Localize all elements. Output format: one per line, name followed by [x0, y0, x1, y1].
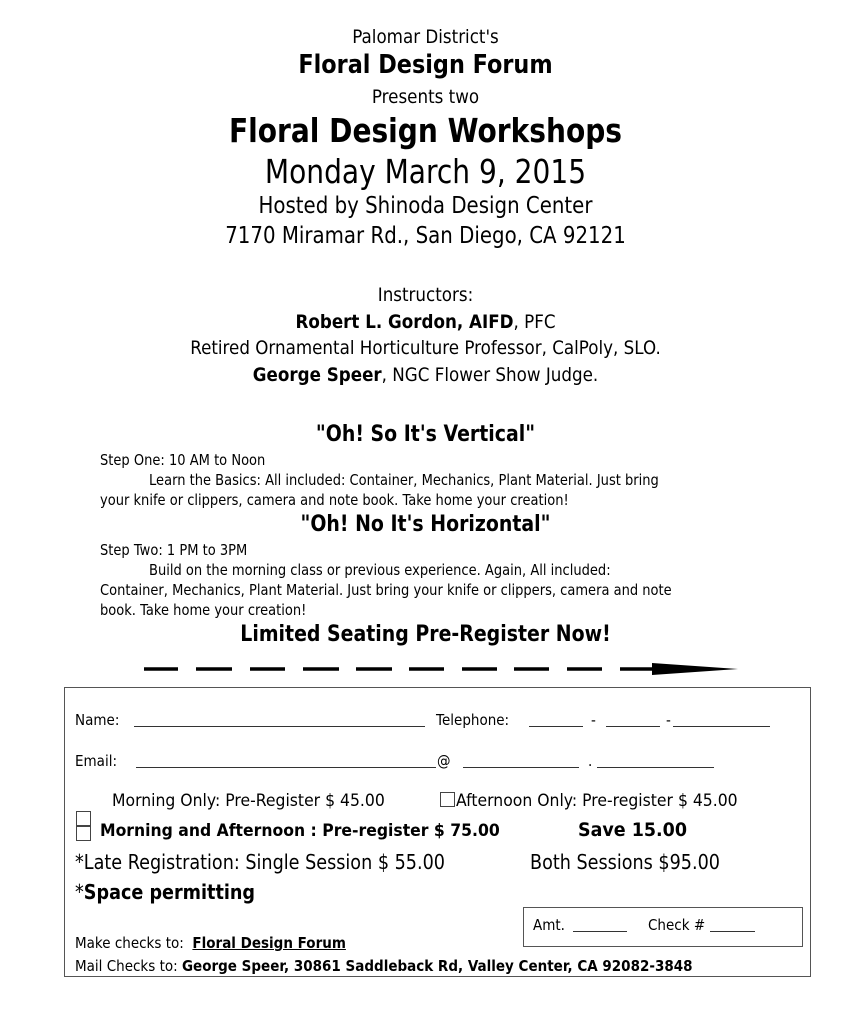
pre-register-cta: Limited Seating Pre-Register Now! — [240, 622, 611, 647]
telephone-separator-2: - — [666, 711, 671, 729]
presents-text: Presents two — [371, 86, 480, 108]
check-number-label: Check # — [648, 916, 706, 934]
instructor-1-suffix: , PFC — [513, 311, 556, 333]
space-asterisk: * — [75, 880, 84, 904]
instructors-label: Instructors: — [377, 284, 474, 306]
workshop-1-desc-line2: your knife or clippers, camera and note book. Take home your creation! — [100, 491, 569, 509]
workshop-1-desc-line1: Learn the Basics: All included: Container, Mechanics, Plant Material. Just bring — [149, 471, 659, 489]
late-registration-single: *Late Registration: Single Session $ 55.00 — [75, 850, 445, 874]
instructor-1-title: Retired Ornamental Horticulture Professor, CalPoly, SLO. — [190, 337, 661, 359]
workshop-2-desc-line3: book. Take home your creation! — [100, 601, 307, 619]
telephone-area-code-field[interactable] — [529, 713, 583, 727]
make-checks-row — [75, 934, 346, 952]
morning-only-checkbox[interactable] — [76, 811, 91, 826]
telephone-prefix-field[interactable] — [606, 713, 660, 727]
dashed-arrow-icon — [144, 660, 738, 678]
instructor-1-name: Robert L. Gordon, AIFD — [295, 311, 514, 333]
instructor-2-suffix: , NGC Flower Show Judge. — [381, 364, 599, 386]
district-name: Palomar District's — [352, 26, 499, 48]
space-permitting-text: Space permitting — [83, 880, 256, 904]
instructor-2 — [51, 364, 800, 386]
both-sessions-option: Morning and Afternoon : Pre-register $ 75.00 — [100, 821, 500, 841]
check-number-field[interactable] — [710, 918, 755, 932]
both-sessions-checkbox[interactable] — [76, 826, 91, 841]
email-user-field[interactable] — [136, 754, 436, 768]
email-domain-field[interactable] — [463, 754, 579, 768]
amount-field[interactable] — [573, 918, 627, 932]
name-field[interactable] — [134, 713, 425, 727]
workshop-2-title: "Oh! No It's Horizontal" — [300, 512, 551, 537]
workshop-1-title: "Oh! So It's Vertical" — [315, 422, 536, 447]
workshop-2-step: Step Two: 1 PM to 3PM — [100, 541, 248, 559]
afternoon-only-checkbox[interactable] — [440, 792, 455, 807]
make-checks-label: Make checks to: — [75, 934, 184, 952]
name-row — [75, 711, 119, 729]
morning-only-option: Morning Only: Pre-Register $ 45.00 — [112, 791, 385, 811]
page-title: Floral Design Workshops — [228, 111, 623, 150]
workshop-2-desc-line1: Build on the morning class or previous experience. Again, All included: — [149, 561, 611, 579]
both-sessions-savings: Save 15.00 — [578, 819, 688, 841]
workshop-1-step: Step One: 10 AM to Noon — [100, 451, 266, 469]
telephone-line-field[interactable] — [673, 713, 770, 727]
email-at-sign: @ — [437, 752, 451, 770]
mail-checks-label: Mail Checks to: — [75, 957, 178, 975]
forum-name: Floral Design Forum — [298, 50, 553, 80]
email-dot: . — [588, 752, 593, 770]
email-tld-field[interactable] — [597, 754, 714, 768]
late-registration-both: Both Sessions $95.00 — [530, 850, 720, 874]
amount-label: Amt. — [533, 916, 565, 934]
make-checks-payee: Floral Design Forum — [192, 934, 346, 952]
instructor-2-name: George Speer — [252, 364, 382, 386]
mail-checks-address: George Speer, 30861 Saddleback Rd, Valley Center, CA 92082-3848 — [181, 957, 693, 975]
event-host: Hosted by Shinoda Design Center — [258, 193, 593, 219]
instructor-1 — [51, 311, 800, 333]
email-label: Email: — [75, 752, 118, 770]
telephone-separator-1: - — [591, 711, 596, 729]
workshop-2-desc-line2: Container, Mechanics, Plant Material. Just bring your knife or clippers, camera and note — [100, 581, 672, 599]
mail-checks-row — [75, 957, 693, 975]
space-permitting-note — [75, 880, 255, 904]
event-address: 7170 Miramar Rd., San Diego, CA 92121 — [225, 223, 626, 249]
name-label: Name: — [75, 711, 120, 729]
event-date: Monday March 9, 2015 — [264, 152, 587, 191]
telephone-label: Telephone: — [436, 711, 510, 729]
afternoon-only-option: Afternoon Only: Pre-register $ 45.00 — [456, 791, 738, 811]
